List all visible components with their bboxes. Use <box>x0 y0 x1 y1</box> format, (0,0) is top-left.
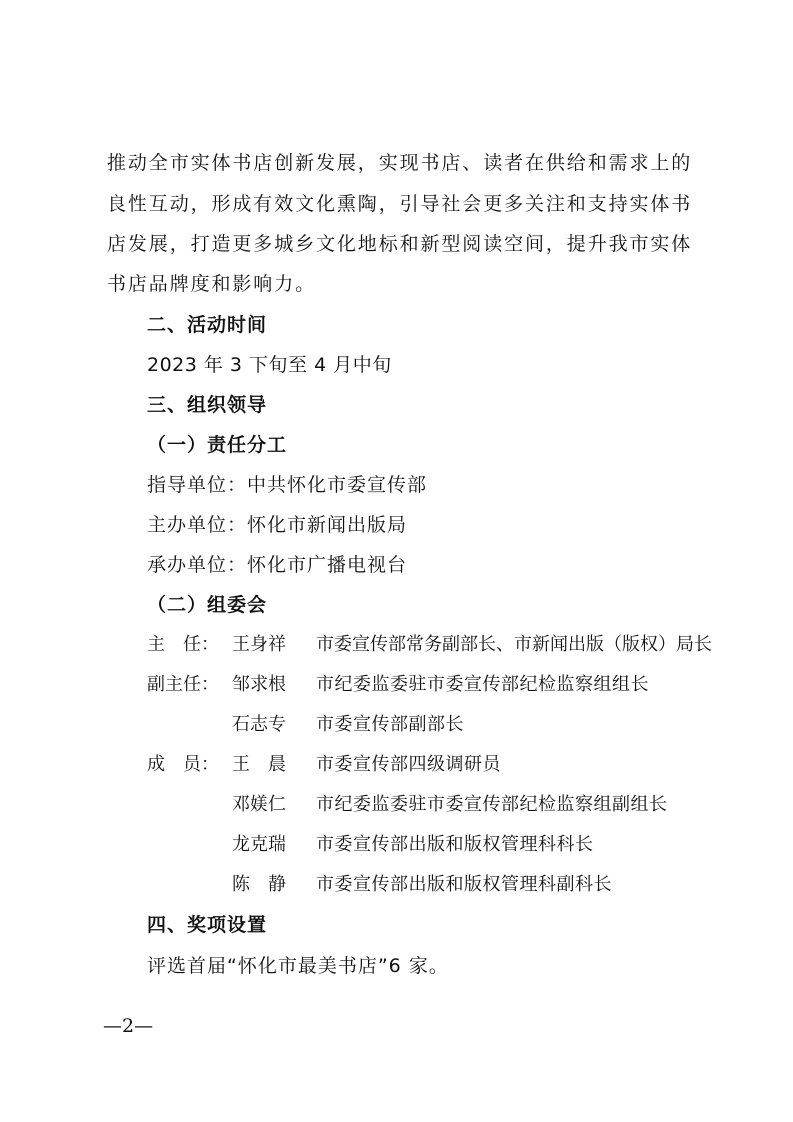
intro-line-2: 良性互动，形成有效文化熏陶，引导社会更多关注和支持实体书 <box>107 193 693 215</box>
subsection-1-heading: （一）责任分工 <box>147 434 288 456</box>
member-name: 石志专 <box>232 714 286 735</box>
section-4-text: 评选首届“怀化市最美书店”6 家。 <box>147 955 449 977</box>
member-title: 市委宣传部出版和版权管理科科长 <box>316 834 594 855</box>
intro-line-1: 推动全市实体书店创新发展，实现书店、读者在供给和需求上的 <box>107 152 693 174</box>
member-name: 王身祥 <box>232 634 286 655</box>
intro-line-4: 书店品牌度和影响力。 <box>107 273 317 295</box>
responsibility-line-guide: 指导单位：中共怀化市委宣传部 <box>147 474 428 496</box>
member-name: 邹求根 <box>232 674 286 695</box>
member-name: 邓媄仁 <box>232 794 286 815</box>
member-name: 龙克瑞 <box>232 834 286 855</box>
subsection-2-heading: （二）组委会 <box>147 594 268 616</box>
member-title: 市委宣传部副部长 <box>316 714 464 735</box>
member-title: 市委宣传部出版和版权管理科副科长 <box>316 874 612 895</box>
member-role: 副主任： <box>147 674 219 695</box>
member-title: 市纪委监委驻市委宣传部纪检监察组组长 <box>316 674 649 695</box>
section-2-heading: 二、活动时间 <box>147 314 268 336</box>
responsibility-line-organizer: 承办单位：怀化市广播电视台 <box>147 554 408 576</box>
section-3-heading: 三、组织领导 <box>147 394 268 416</box>
responsibility-line-host: 主办单位：怀化市新闻出版局 <box>147 514 408 536</box>
member-title: 市委宣传部四级调研员 <box>316 754 501 775</box>
member-role: 成 员： <box>147 754 219 775</box>
member-role: 主 任： <box>147 634 219 655</box>
intro-line-3: 店发展，打造更多城乡文化地标和新型阅读空间，提升我市实体 <box>107 233 693 255</box>
section-4-heading: 四、奖项设置 <box>147 914 268 936</box>
page-number: —2— <box>103 1015 154 1037</box>
section-2-text: 2023 年 3 下旬至 4 月中旬 <box>147 354 392 376</box>
member-title: 市纪委监委驻市委宣传部纪检监察组副组长 <box>316 794 668 815</box>
member-name: 王 晨 <box>232 754 286 775</box>
member-name: 陈 静 <box>232 874 286 895</box>
member-title: 市委宣传部常务副部长、市新闻出版（版权）局长 <box>316 634 712 655</box>
